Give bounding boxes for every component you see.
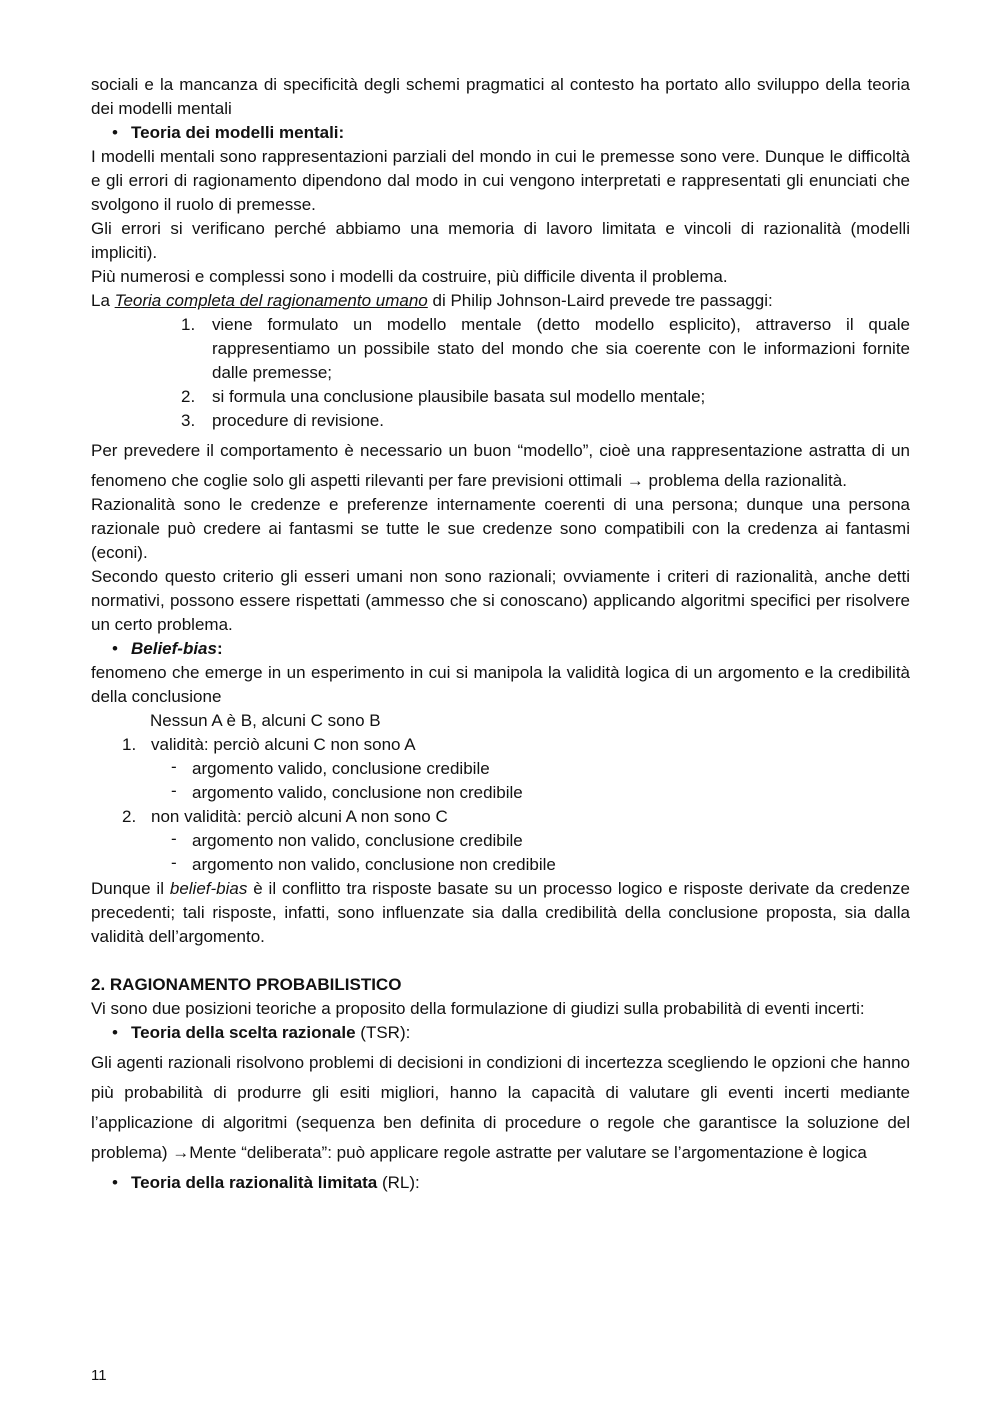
document-page: [91, 73, 910, 1195]
term: belief-bias: [169, 879, 248, 898]
bullet-icon: •: [112, 1173, 118, 1192]
list-item: 3. procedure di revisione.: [181, 411, 384, 430]
paragraph: Gli errori si verificano perché abbiamo una memoria di lavoro limitata e vincoli di razionalità (modelli impliciti).: [91, 219, 910, 262]
bullet-heading: Belief-bias: [131, 639, 217, 658]
bullet-heading: Teoria dei modelli mentali:: [131, 123, 345, 142]
theory-title: Teoria completa del ragionamento umano: [114, 291, 428, 310]
paragraph: La Teoria completa del ragionamento umano di Philip Johnson-Laird prevede tre passaggi:: [91, 291, 773, 310]
paragraph: fenomeno che emerge in un esperimento in cui si manipola la validità logica di un argomento e la credibilità della conclusione: [91, 663, 910, 706]
paragraph: Secondo questo criterio gli esseri umani non sono razionali; ovviamente i criteri di razionalità, anche detti normativi, possono essere rispettati (ammesso che si conoscano) applicando algoritmi specifici per risolvere un certo problema.: [91, 567, 910, 634]
bullet-heading: Teoria della scelta razionale: [131, 1023, 356, 1042]
list-item: 2. si formula una conclusione plausibile basata sul modello mentale;: [181, 387, 706, 406]
premise-line: Nessun A è B, alcuni C sono B: [150, 711, 381, 730]
dash-item: - argomento valido, conclusione credibile: [171, 757, 490, 778]
bullet-icon: •: [112, 123, 118, 142]
bullet-item: [91, 121, 910, 145]
list-item: 2. non validità: perciò alcuni A non sono C: [122, 807, 448, 826]
bullet-item: • Belief-bias:: [91, 637, 910, 661]
paragraph: Vi sono due posizioni teoriche a proposito della formulazione di giudizi sulla probabilità di eventi incerti:: [91, 999, 865, 1018]
list-item: 1. viene formulato un modello mentale (detto modello esplicito), attraverso il quale rappresentiamo un possibile stato del mondo che sia coerente con le informazioni fornite dalle premesse;: [181, 315, 910, 382]
dash-item: - argomento non valido, conclusione credibile: [171, 829, 523, 850]
paragraph: Gli agenti razionali risolvono problemi di decisioni in condizioni di incertezza scegliendo le opzioni che hanno più probabilità di produrre gli esiti migliori, hanno la capacità di valutare gli eventi incerti mediante l’applicazione di algoritmi (sequenza ben definita di procedure o regole che garantisce la soluzione del problema) →Mente “deliberata”: può applicare regole astratte per valutare se l’argomentazione è logica: [91, 1053, 910, 1162]
numbered-list: [91, 313, 910, 433]
paragraph: Razionalità sono le credenze e preferenze internamente coerenti di una persona; dunque una persona razionale può credere ai fantasmi se tutte le sue credenze sono compatibili con la credenza ai fantasmi (econi).: [91, 495, 910, 562]
paragraph: Dunque il belief-bias è il conflitto tra risposte basate su un processo logico e risposte derivate da credenze precedenti; tali risposte, infatti, sono influenzate sia dalla credibilità della conclusione proposta, sia dalla validità dell’argomento.: [91, 879, 910, 946]
section-heading: 2. RAGIONAMENTO PROBABILISTICO: [91, 975, 402, 994]
list-item: 1. validità: perciò alcuni C non sono A: [122, 735, 416, 754]
dash-item: - argomento valido, conclusione non credibile: [171, 781, 523, 802]
bullet-item: • Teoria della scelta razionale (TSR):: [91, 1021, 910, 1045]
paragraph: sociali e la mancanza di specificità degli schemi pragmatici al contesto ha portato allo sviluppo della teoria dei modelli mentali: [91, 75, 910, 118]
bullet-item: • Teoria della razionalità limitata (RL):: [91, 1171, 910, 1195]
dash-item: - argomento non valido, conclusione non credibile: [171, 853, 556, 874]
paragraph: I modelli mentali sono rappresentazioni parziali del mondo in cui le premesse sono vere. Dunque le difficoltà e gli errori di ragionamento dipendono dal modo in cui vengono interpretati e rappresentati gli enunciati che svolgono il ruolo di premesse.: [91, 147, 910, 214]
bullet-icon: •: [112, 1023, 118, 1042]
page-number: 11: [91, 1367, 107, 1384]
paragraph: Più numerosi e complessi sono i modelli da costruire, più difficile diventa il problema.: [91, 267, 728, 286]
bullet-icon: •: [112, 639, 118, 658]
paragraph: Per prevedere il comportamento è necessario un buon “modello”, cioè una rappresentazione astratta di un fenomeno che coglie solo gli aspetti rilevanti per fare previsioni ottimali → problema della razionalità.: [91, 441, 910, 490]
bullet-heading: Teoria della razionalità limitata: [131, 1173, 378, 1192]
